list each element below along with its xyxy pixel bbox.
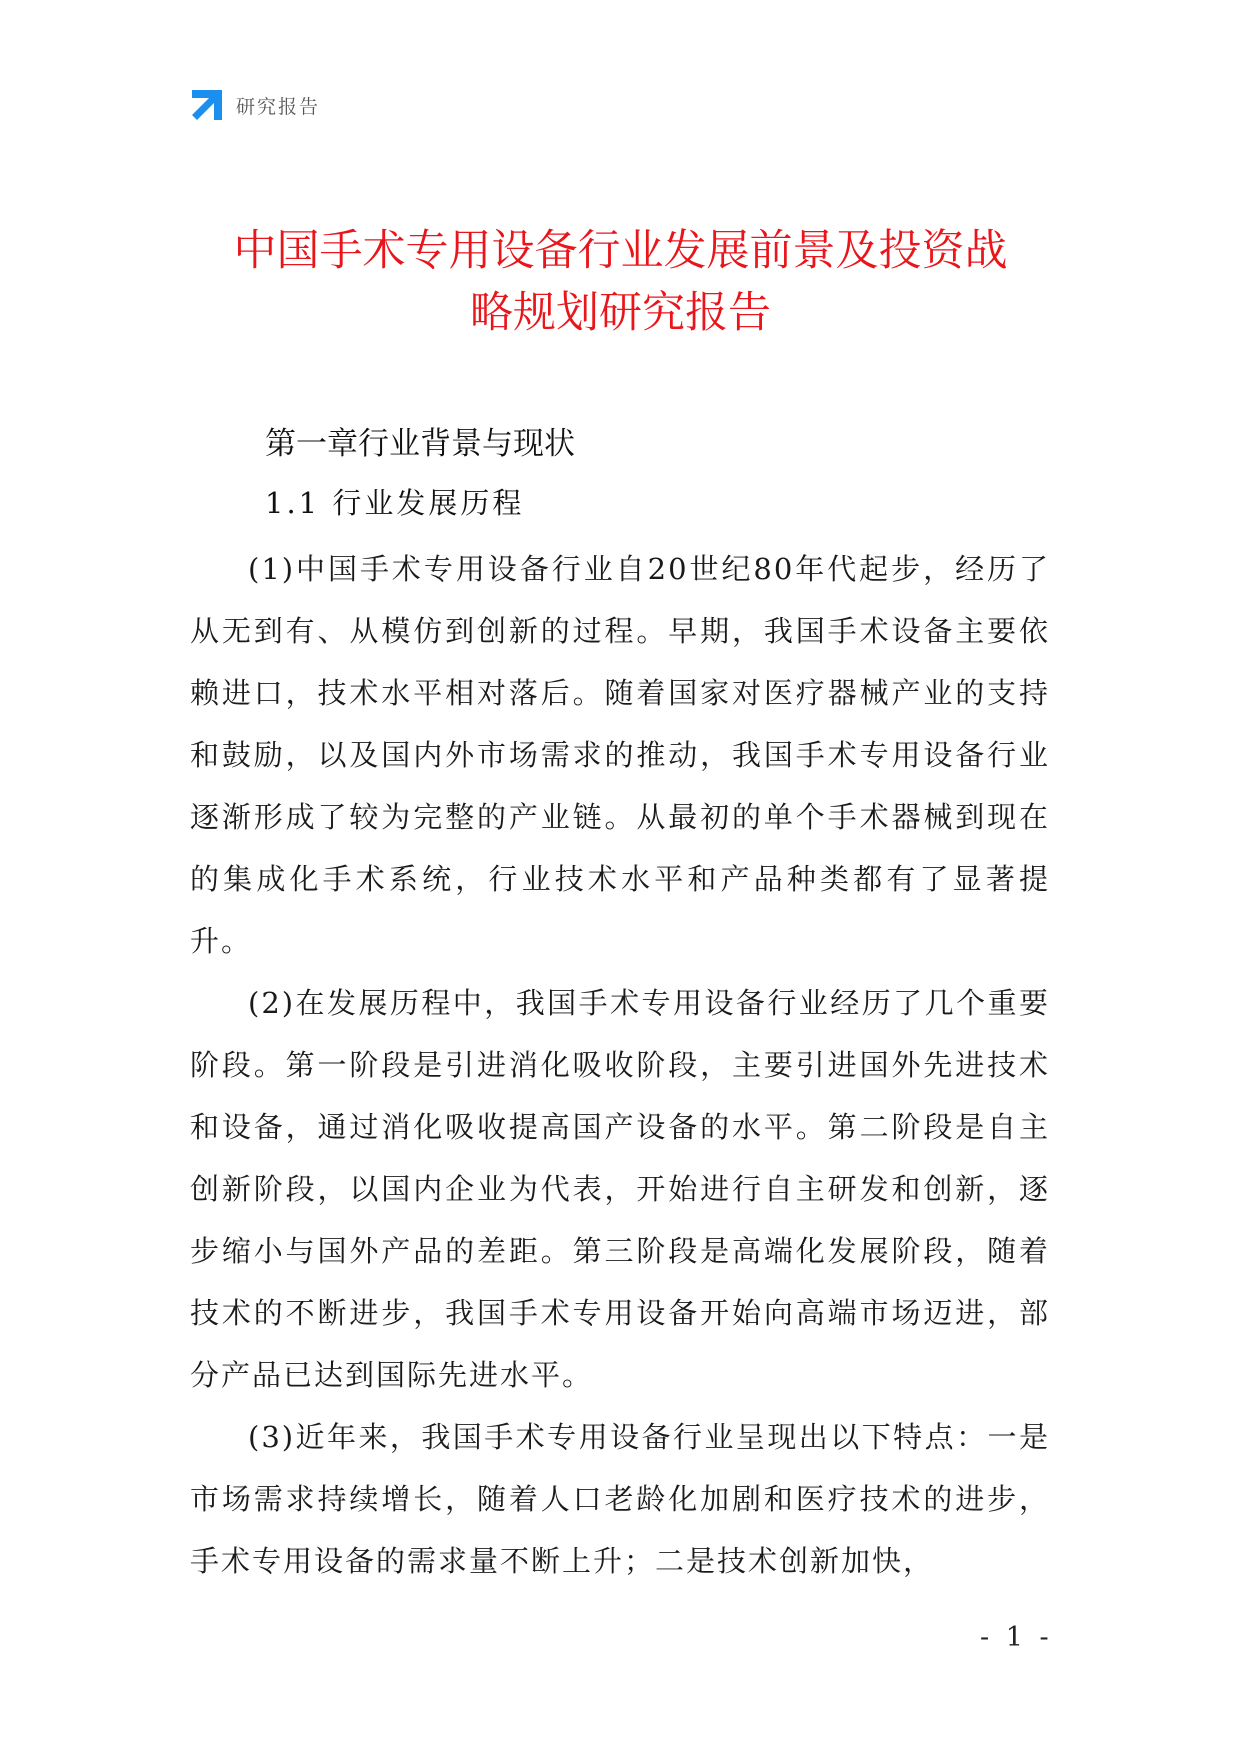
paragraph-2: (2)在发展历程中，我国手术专用设备行业经历了几个重要阶段。第一阶段是引进消化吸收阶段，主要引进国外先进技术和设备，通过消化吸收提高国产设备的水平。第二阶段是自主创新阶段，以国内企业为代表，开始进行自主研发和创新，逐步缩小与国外产品的差距。第三阶段是高端化发展阶段，随着技术的不断进步，我国手术专用设备开始向高端市场迈进，部分产品已达到国际先进水平。 <box>190 986 1050 1392</box>
paragraph-1: (1)中国手术专用设备行业自20世纪80年代起步，经历了从无到有、从模仿到创新的过程。早期，我国手术设备主要依赖进口，技术水平相对落后。随着国家对医疗器械产业的支持和鼓励，以及国内外市场需求的推动，我国手术专用设备行业逐渐形成了较为完整的产业链。从最初的单个手术器械到现在的集成化手术系统，行业技术水平和产品种类都有了显著提升。 <box>190 552 1050 958</box>
title-line-2: 略规划研究报告 <box>470 288 771 338</box>
chapter-heading: 第一章行业背景与现状 <box>265 426 575 462</box>
title-line-1: 中国手术专用设备行业发展前景及投资战 <box>233 226 1008 276</box>
paragraph-3: (3)近年来，我国手术专用设备行业呈现出以下特点：一是市场需求持续增长，随着人口老龄化加剧和医疗技术的进步，手术专用设备的需求量不断上升；二是技术创新加快， <box>190 1420 1050 1578</box>
section-heading: 1.1 行业发展历程 <box>265 486 525 520</box>
arrow-logo-icon <box>190 88 224 122</box>
header-label: 研究报告 <box>236 95 321 118</box>
page-header <box>190 88 320 122</box>
page-number: - 1 - <box>980 1622 1053 1653</box>
document-title <box>150 220 1091 344</box>
body-text <box>190 538 1050 1592</box>
